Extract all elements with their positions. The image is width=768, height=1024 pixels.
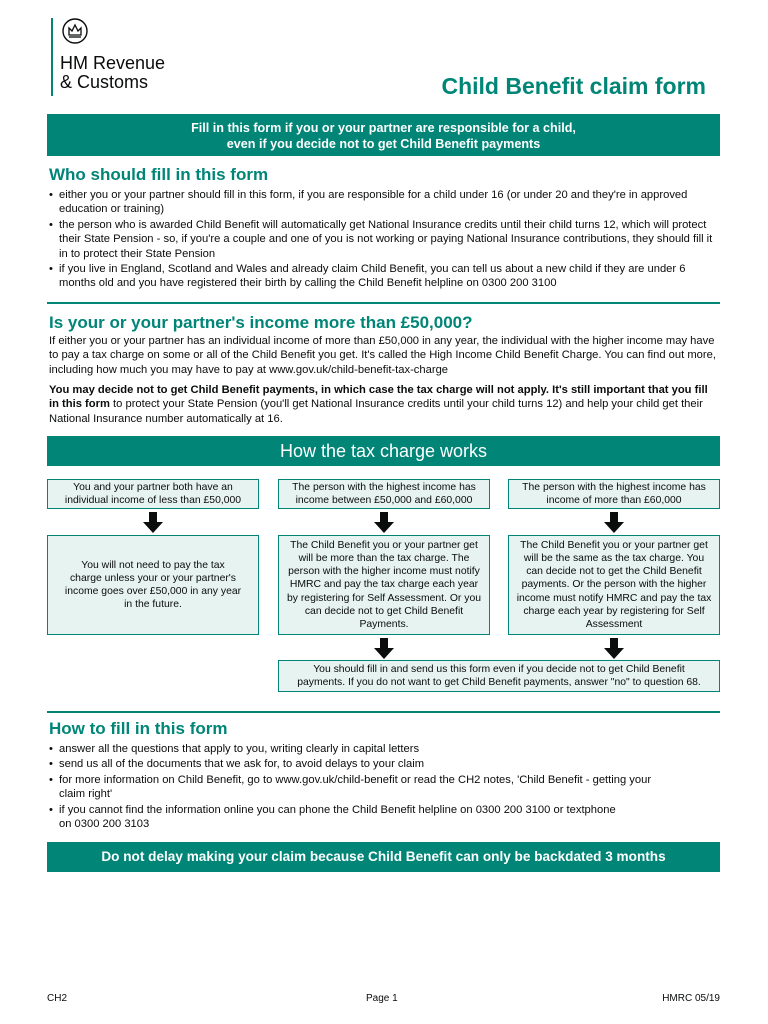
income-note-bold: You may decide not to get Child Benefit payments, in which case the tax charge will not apply. It's still important that you fill in this form <box>49 384 708 411</box>
department-line-1: HM Revenue <box>60 53 166 73</box>
income-note <box>49 383 719 426</box>
form-version: HMRC 05/19 <box>662 993 720 1004</box>
down-arrow-icon <box>603 512 625 534</box>
who-bullet: • if you live in England, Scotland and Wales and already claim Child Benefit, you can tell us about a new child if they are under 6 months old and you have registered their birth by calling the Child Benefit helpline on 0300 200 3100 <box>49 262 719 291</box>
department-name <box>60 54 165 92</box>
down-arrow-icon <box>603 638 625 660</box>
section-divider <box>47 711 720 713</box>
intro-banner <box>47 114 720 156</box>
who-bullet: • either you or your partner should fill in this form, if you are responsible for a child under 16 (or under 20 and they're in approved education or training) <box>49 188 719 217</box>
department-line-2: & Customs <box>60 72 149 92</box>
how-to-bullet: • send us all of the documents that we ask for, to avoid delays to your claim <box>49 757 719 771</box>
full-charge-outcome-box: The Child Benefit you or your partner get will be the same as the tax charge. You can decide not to get the Child Benefit payments. Or the person with the higher income must notify HMRC and pay the tax charge each year by registering for Self Assessment <box>508 535 720 635</box>
form-title: Child Benefit claim form <box>441 73 706 99</box>
partial-charge-outcome-box: The Child Benefit you or your partner get will be more than the tax charge. The person with the higher income must notify HMRC and pay the tax charge each year by registering for Self Assessment. Or you can decide not to get Child Benefit Payments. <box>278 535 490 635</box>
income-note-rest: to protect your State Pension (you'll get National Insurance credits until your child turns 12) and help your child get their National Insurance number automatically at 16. <box>49 398 703 425</box>
backdate-warning-banner <box>47 842 720 872</box>
backdate-warning-text: Do not delay making your claim because Child Benefit can only be backdated 3 months <box>101 849 666 864</box>
section-divider <box>47 302 720 304</box>
income-paragraph: If either you or your partner has an individual income of more than £50,000 in any year, the individual with the higher income may have to pay a tax charge on some or all of the Child Benefit you get. It's called the High Income Child Benefit Charge. You can find out more, including how much you may have to pay at www.gov.uk/child-benefit-tax-charge <box>49 335 716 376</box>
form-code: CH2 <box>47 993 68 1004</box>
no-charge-outcome-box: You will not need to pay the tax charge unless your or your partner's income goes over £50,000 in any year in the future. <box>47 535 259 635</box>
intro-banner-line-2: even if you decide not to get Child Benefit payments <box>226 137 541 151</box>
income-50k-60k-box: The person with the highest income has income between £50,000 and £60,000 <box>278 479 490 509</box>
down-arrow-icon <box>373 512 395 534</box>
income-under-50k-box: You and your partner both have an individual income of less than £50,000 <box>47 479 259 509</box>
tax-charge-banner-text: How the tax charge works <box>279 441 488 461</box>
down-arrow-icon <box>142 512 164 534</box>
fill-in-anyway-box: You should fill in and send us this form even if you decide not to get Child Benefit payments. If you do not want to get Child Benefit payments, answer "no" to question 68. <box>278 660 720 692</box>
income-heading: Is your or your partner's income more than £50,000? <box>49 313 473 332</box>
down-arrow-icon <box>373 638 395 660</box>
how-to-bullet: • answer all the questions that apply to you, writing clearly in capital letters <box>49 742 719 756</box>
who-heading: Who should fill in this form <box>49 165 269 184</box>
intro-banner-line-1: Fill in this form if you or your partner are responsible for a child, <box>191 121 576 135</box>
how-to-bullet-list <box>49 742 719 832</box>
tax-charge-banner <box>47 436 720 466</box>
income-over-60k-box: The person with the highest income has income of more than £60,000 <box>508 479 720 509</box>
who-bullet-list <box>49 188 719 292</box>
how-to-bullet: • for more information on Child Benefit, go to www.gov.uk/child-benefit or read the CH2 notes, 'Child Benefit - getting your claim right' <box>49 773 669 802</box>
logo-rule <box>51 18 53 96</box>
page-number: Page 1 <box>366 993 398 1004</box>
how-to-heading: How to fill in this form <box>49 719 228 738</box>
crown-crest-icon <box>62 17 88 45</box>
who-bullet: • the person who is awarded Child Benefit will automatically get National Insurance credits until their child turns 12, which will protect their State Pension - so, if you're a couple and one of you is not working or paying National Insurance contributions, they should fill it in to protect their State Pension <box>49 218 719 261</box>
how-to-bullet: • if you cannot find the information online you can phone the Child Benefit helpline on 0300 200 3100 or textphone on 0300 200 3103 <box>49 803 619 832</box>
